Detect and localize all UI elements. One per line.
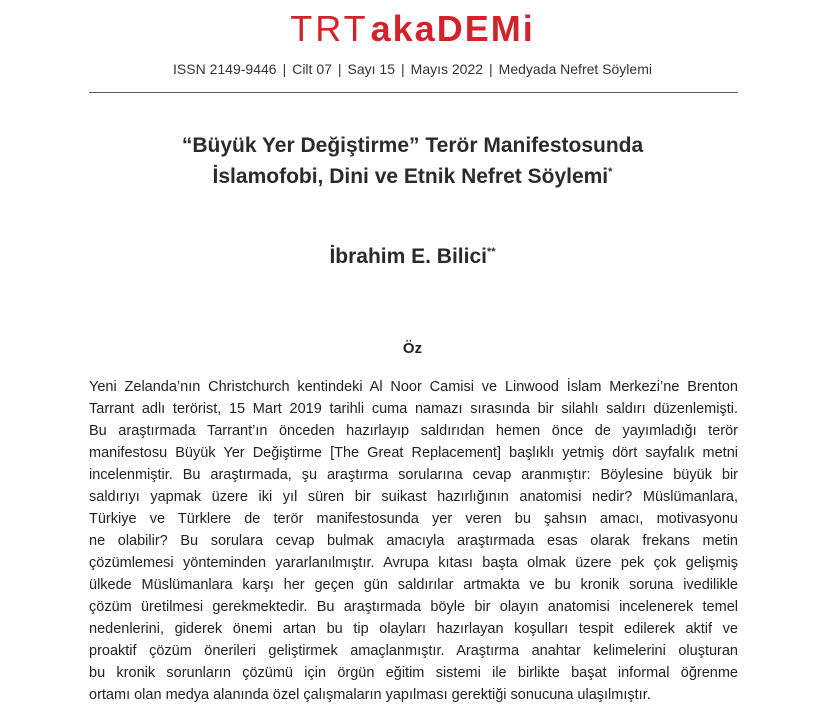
abstract-line: ne olabilir? Bu sorulara cevap bulmak amacıyla araştırmada esas olarak frekans metin xyxy=(89,533,738,549)
abstract-line: çözümlemesi yönteminden yararlanılmıştır. Avrupa kıtası başta olmak üzere pek çok gelişmiş xyxy=(89,555,738,571)
title-footnote-mark: * xyxy=(608,166,613,178)
issue-theme: Medyada Nefret Söylemi xyxy=(498,61,652,77)
abstract-heading: Öz xyxy=(402,340,423,357)
trt-akademi-logo xyxy=(0,8,825,50)
abstract-line: Türkiye ve Türklere de terör manifestosunda yer veren bu şahsın amacı, motivasyonu xyxy=(89,511,738,527)
abstract-line: saldırıyı yapmak üzere iki yıl süren bir suikast hazırlığının anatomisi nedir? Müslümanlara, xyxy=(89,489,738,505)
abstract-line: nedenlerini, giderek önemi artan bu tip olayları hazırlayan koşulları tespit edilerek aktif ve xyxy=(89,621,738,637)
volume: Cilt 07 xyxy=(292,61,332,77)
title-line-1: “Büyük Yer Değiştirme” Terör Manifestosunda xyxy=(181,134,644,157)
abstract-line: çözüm üretilmesi gerekmektedir. Bu araştırmada böyle bir olayın anatomisi incelenerek temel xyxy=(89,599,738,615)
logo-trt: TRT xyxy=(290,8,369,49)
abstract-line: incelenmiştir. Bu araştırmada, şu araştırma sorularına cevap aranmıştır: Böylesine büyük bir xyxy=(89,467,738,483)
abstract-line: bu kronik sorunların çözümü için örgün eğitim sistemi ile birlikte başat informal öğrenme xyxy=(89,665,738,681)
issue-date: Mayıs 2022 xyxy=(410,61,484,77)
abstract-line: ortamı olan medya alanında özel çalışmaların yapılması gerektiği sonucuna ulaşılmıştır. xyxy=(89,687,651,703)
author xyxy=(0,245,825,269)
author-footnote-mark: ** xyxy=(486,246,496,258)
abstract-line: ülkede Müslümanlara karşı her geçen gün saldırılar artmakta ve bu kronik soruna ivedilikle xyxy=(89,577,738,593)
title-line-2: İslamofobi, Dini ve Etnik Nefret Söylemi xyxy=(212,165,609,188)
abstract-line: Bu araştırmada Tarrant’ın önceden hazırlayıp saldırıdan hemen önce de yayımladığı terör xyxy=(89,423,738,439)
abstract-line: Tarrant adlı terörist, 15 Mart 2019 tarihli cuma namazı sırasında bir silahlı saldırı düzenlemişti. xyxy=(89,401,738,417)
abstract-line: manifestosu Büyük Yer Değiştirme [The Great Replacement] başlıklı yetmiş dört sayfalık metni xyxy=(89,445,738,461)
logo-akademi: akaDEMi xyxy=(370,8,535,49)
abstract-line: Yeni Zelanda’nın Christchurch kentindeki Al Noor Camisi ve Linwood İslam Merkezi’ne Brenton xyxy=(89,379,738,395)
author-name: İbrahim E. Bilici xyxy=(329,245,487,268)
header-divider xyxy=(89,92,738,93)
journal-meta: ISSN 2149-9446 | Cilt 07 | Sayı 15 | Mayıs 2022 | Medyada Nefret Söylemi xyxy=(173,61,652,77)
article-title xyxy=(0,130,825,192)
abstract-body xyxy=(89,376,738,706)
abstract-line: proaktif çözüm önerileri geliştirmek amaçlanmıştır. Araştırma anahtar kelimelerini oluşturan xyxy=(89,643,738,659)
issn: ISSN 2149-9446 xyxy=(173,61,277,77)
issue: Sayı 15 xyxy=(347,61,396,77)
